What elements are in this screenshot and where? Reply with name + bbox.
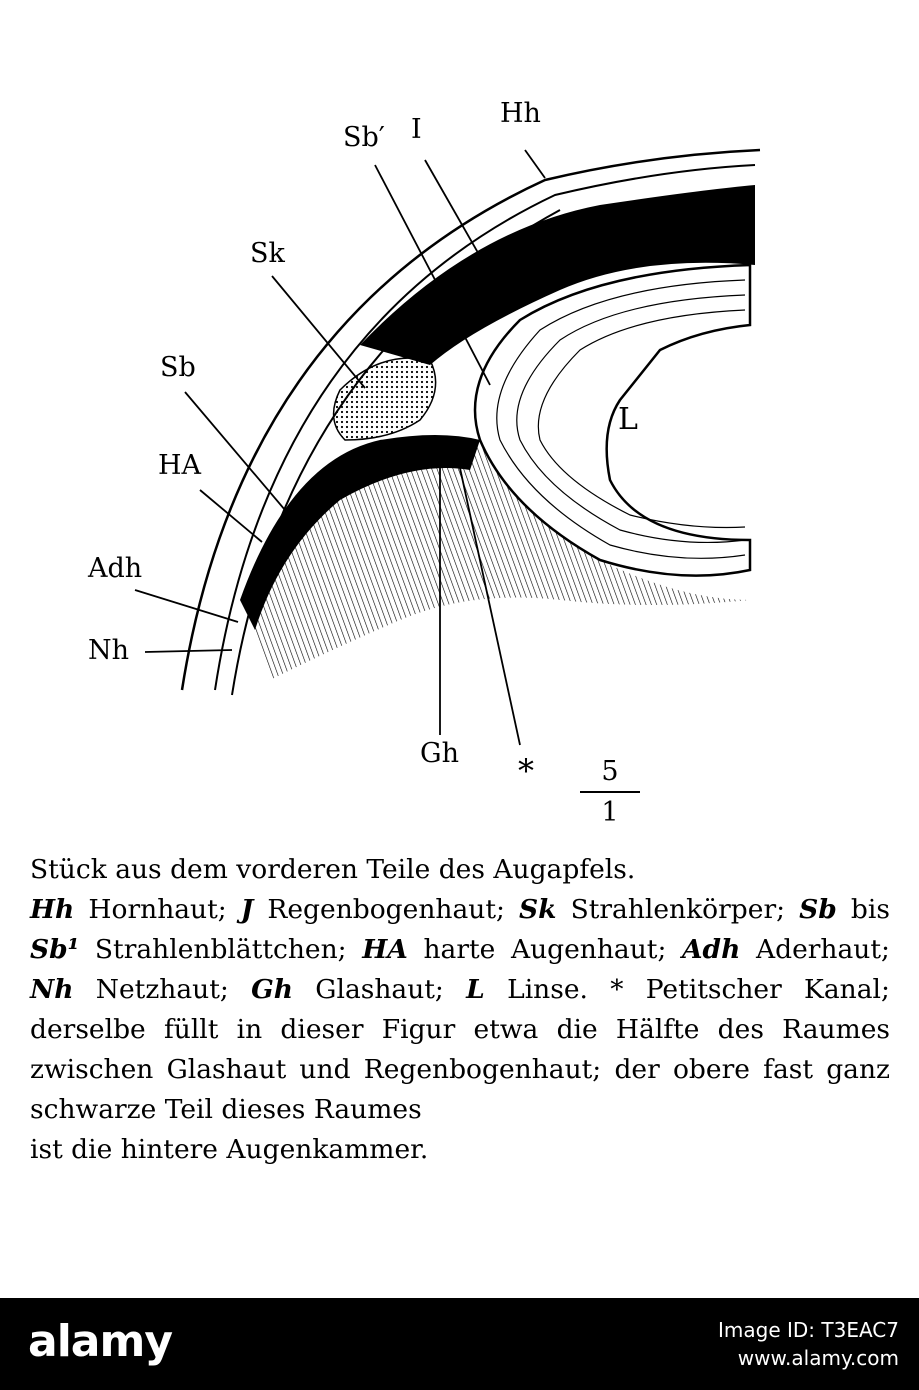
label-asterisk: * [518, 752, 534, 790]
label-sb: Sb [160, 352, 196, 383]
caption-abbr: Adh [682, 934, 741, 965]
caption-text: Hornhaut; [88, 894, 227, 925]
caption-abbr: Sk [518, 894, 557, 925]
caption-abbr: HA [362, 934, 408, 965]
caption-abbr: Nh [30, 974, 74, 1005]
caption-abbr: Gh [251, 974, 293, 1005]
label-hh: Hh [500, 98, 541, 129]
caption-text: harte Augenhaut; [423, 934, 667, 965]
caption-text: Glashaut; [315, 974, 444, 1005]
caption-abbr: L [466, 974, 485, 1005]
caption-abbr: Hh [30, 894, 75, 925]
watermark-bar [0, 1298, 919, 1390]
watermark-info [718, 1316, 899, 1372]
label-i: I [411, 114, 422, 145]
caption-text: Regenbogenhaut; [267, 894, 505, 925]
caption-text: Netzhaut; [95, 974, 229, 1005]
label-adh: Adh [88, 553, 143, 584]
scale-fraction [580, 758, 640, 826]
caption-text: bis [850, 894, 890, 925]
label-l: L [618, 402, 638, 437]
scale-numerator: 5 [601, 756, 619, 787]
label-sk: Sk [250, 238, 285, 269]
caption-text: Aderhaut; [755, 934, 890, 965]
label-nh: Nh [88, 635, 130, 666]
scale-denominator: 1 [580, 791, 640, 826]
caption-abbr: Sb¹ [30, 934, 80, 965]
caption-note: * Petitscher Kanal; derselbe füllt in dieser Figur etwa die Hälfte des Raumes zwischen Glashaut und Regenbogenhaut; der obere fast ganz schwarze Teil dieses Raumes [30, 974, 890, 1125]
ciliary-body [334, 358, 436, 440]
caption-text: Linse. [507, 974, 588, 1005]
caption-abbr: Sb [799, 894, 837, 925]
watermark-url: www.alamy.com [737, 1346, 899, 1370]
watermark-image-id: Image ID: T3EAC7 [718, 1318, 899, 1342]
caption-abbr: J [240, 894, 254, 925]
watermark-brand: alamy [28, 1316, 172, 1367]
caption-title: Stück aus dem vorderen Teile des Augapfels. [30, 854, 636, 885]
label-gh: Gh [420, 738, 459, 769]
label-ha: HA [158, 450, 202, 481]
caption-text: Strahlenkörper; [570, 894, 786, 925]
caption-items [30, 894, 890, 1125]
figure-caption [30, 850, 890, 1170]
label-sb-prime: Sb′ [343, 122, 385, 153]
caption-last-line: ist die hintere Augenkammer. [30, 1134, 429, 1165]
caption-text: Strahlenblättchen; [94, 934, 347, 965]
